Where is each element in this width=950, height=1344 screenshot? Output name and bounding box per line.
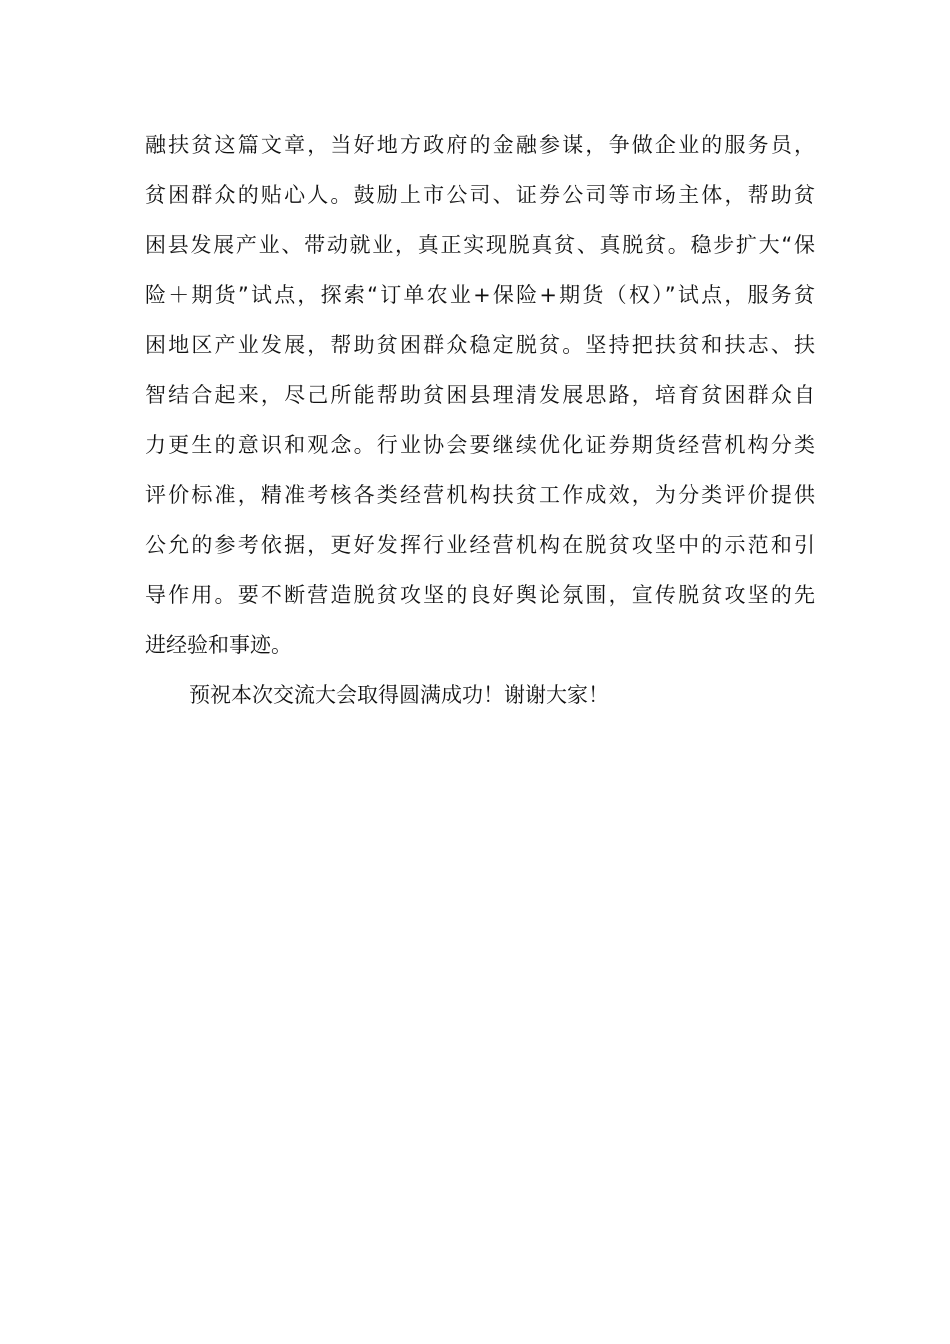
body-line: 力更生的意识和观念。行业协会要继续优化证券期货经营机构分类 — [145, 433, 815, 457]
document-body — [145, 126, 815, 726]
closing-remark: 预祝本次交流大会取得圆满成功！谢谢大家！ — [189, 683, 609, 707]
body-line: 评价标准，精准考核各类经营机构扶贫工作成效，为分类评价提供 — [145, 483, 815, 507]
body-line: 公允的参考依据，更好发挥行业经营机构在脱贫攻坚中的示范和引 — [145, 533, 815, 557]
body-line: 险＋期货”试点，探索“订单农业+保险+期货（权）”试点，服务贫 — [145, 283, 815, 307]
body-line: 困县发展产业、带动就业，真正实现脱真贫、真脱贫。稳步扩大“保 — [145, 233, 815, 257]
body-line: 贫困群众的贴心人。鼓励上市公司、证券公司等市场主体，帮助贫 — [145, 183, 815, 207]
body-line: 融扶贫这篇文章，当好地方政府的金融参谋，争做企业的服务员， — [145, 133, 815, 157]
body-line: 导作用。要不断营造脱贫攻坚的良好舆论氛围，宣传脱贫攻坚的先 — [145, 583, 815, 607]
body-line: 困地区产业发展，帮助贫困群众稳定脱贫。坚持把扶贫和扶志、扶 — [145, 333, 815, 357]
body-line: 智结合起来，尽己所能帮助贫困县理清发展思路，培育贫困群众自 — [145, 383, 815, 407]
body-line-last: 进经验和事迹。 — [145, 633, 292, 657]
